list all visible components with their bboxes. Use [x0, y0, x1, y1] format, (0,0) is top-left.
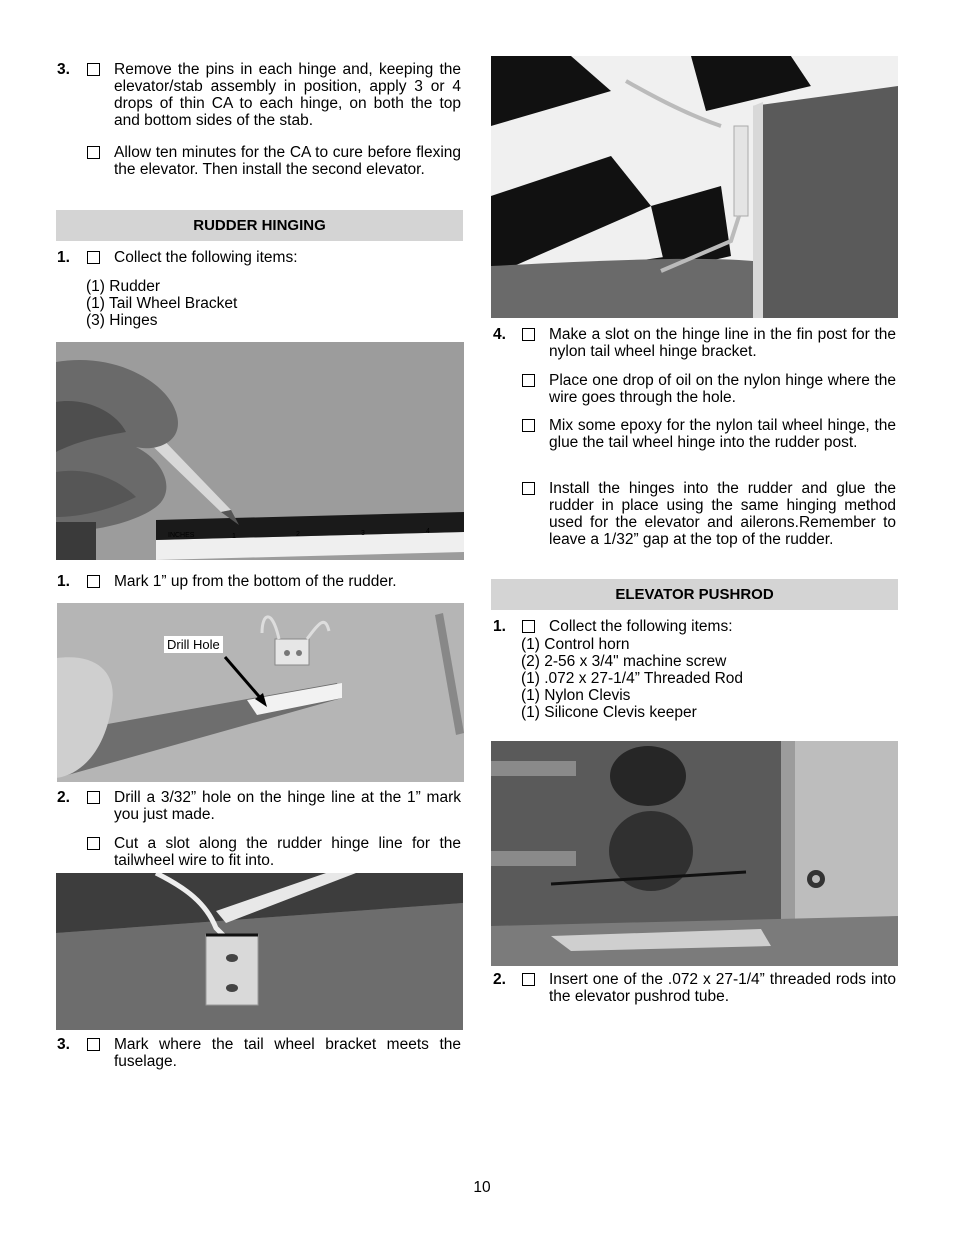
photo-pushrod-tube: [491, 741, 898, 966]
checkbox-icon[interactable]: [522, 620, 535, 633]
list-item: (1) Nylon Clevis: [521, 687, 631, 704]
photo-tail-wheel-bracket: [56, 873, 463, 1030]
checkbox-icon[interactable]: [522, 973, 535, 986]
step-number: 4.: [493, 326, 506, 343]
photo-marking-rudder-image: [56, 342, 464, 560]
checkbox-icon[interactable]: [87, 146, 100, 159]
list-item: (1) Tail Wheel Bracket: [86, 295, 238, 312]
list-item: (1) Control horn: [521, 636, 630, 653]
drill-hole-callout: Drill Hole: [164, 636, 223, 653]
step-text: Place one drop of oil on the nylon hinge where the wire goes through the hole.: [549, 372, 896, 406]
checkbox-icon[interactable]: [522, 328, 535, 341]
list-item: (1) Silicone Clevis keeper: [521, 704, 697, 721]
ruler-label: INCHES: [168, 532, 195, 539]
step-number: 2.: [57, 789, 70, 806]
step-text: Mark where the tail wheel bracket meets the fuselage.: [114, 1036, 461, 1070]
photo-fin-post-hinge: [491, 56, 898, 318]
checkbox-icon[interactable]: [87, 251, 100, 264]
step-text: Install the hinges into the rudder and glue the rudder in place using the same hinging method used for the elevator and ailerons.Remember to leave a 1/32” gap at the top of the rudder.: [549, 480, 896, 548]
checkbox-icon[interactable]: [87, 791, 100, 804]
step-text: Allow ten minutes for the CA to cure before flexing the elevator. Then install the second elevator.: [114, 144, 461, 178]
ruler-tick: 4: [426, 528, 430, 535]
checkbox-icon[interactable]: [87, 575, 100, 588]
list-item: (1) .072 x 27-1/4” Threaded Rod: [521, 670, 744, 687]
checkbox-icon[interactable]: [87, 1038, 100, 1051]
list-item: (3) Hinges: [86, 312, 158, 329]
photo-drill-hole: [57, 603, 464, 782]
ruler-tick: 1: [232, 533, 236, 540]
section-header-rudder-hinging: RUDDER HINGING: [56, 210, 463, 241]
page-number: 10: [473, 1179, 491, 1196]
step-number: 1.: [57, 573, 70, 590]
step-text: Drill a 3/32” hole on the hinge line at the 1” mark you just made.: [114, 789, 461, 823]
step-text: Collect the following items:: [114, 249, 298, 266]
step-number: 1.: [57, 249, 70, 266]
photo-fin-post-hinge-image: [491, 56, 898, 318]
step-text: Collect the following items:: [549, 618, 733, 635]
step-number: 2.: [493, 971, 506, 988]
step-text: Make a slot on the hinge line in the fin post for the nylon tail wheel hinge bracket.: [549, 326, 896, 360]
step-text: Mix some epoxy for the nylon tail wheel hinge, the glue the tail wheel hinge into the rudder post.: [549, 417, 896, 451]
photo-tail-wheel-bracket-image: [56, 873, 463, 1030]
checkbox-icon[interactable]: [87, 63, 100, 76]
checkbox-icon[interactable]: [522, 419, 535, 432]
list-item: (2) 2-56 x 3/4" machine screw: [521, 653, 727, 670]
step-text: Cut a slot along the rudder hinge line for the tailwheel wire to fit into.: [114, 835, 461, 869]
checkbox-icon[interactable]: [522, 374, 535, 387]
step-text: Insert one of the .072 x 27-1/4” threaded rods into the elevator pushrod tube.: [549, 971, 896, 1005]
step-number: 3.: [57, 61, 70, 78]
ruler-tick: 3: [361, 530, 365, 537]
step-number: 1.: [493, 618, 506, 635]
photo-pushrod-tube-image: [491, 741, 898, 966]
list-item: (1) Rudder: [86, 278, 161, 295]
checkbox-icon[interactable]: [87, 837, 100, 850]
ruler-tick: 2: [296, 531, 300, 538]
photo-marking-rudder: [56, 342, 464, 560]
section-header-elevator-pushrod: ELEVATOR PUSHROD: [491, 579, 898, 610]
checkbox-icon[interactable]: [522, 482, 535, 495]
step-text: Mark 1” up from the bottom of the rudder.: [114, 573, 397, 590]
step-number: 3.: [57, 1036, 70, 1053]
step-text: Remove the pins in each hinge and, keeping the elevator/stab assembly in position, apply 3 or 4 drops of thin CA to each hinge, on both the top and bottom sides of the stab.: [114, 61, 461, 129]
photo-drill-hole-image: [57, 603, 464, 782]
